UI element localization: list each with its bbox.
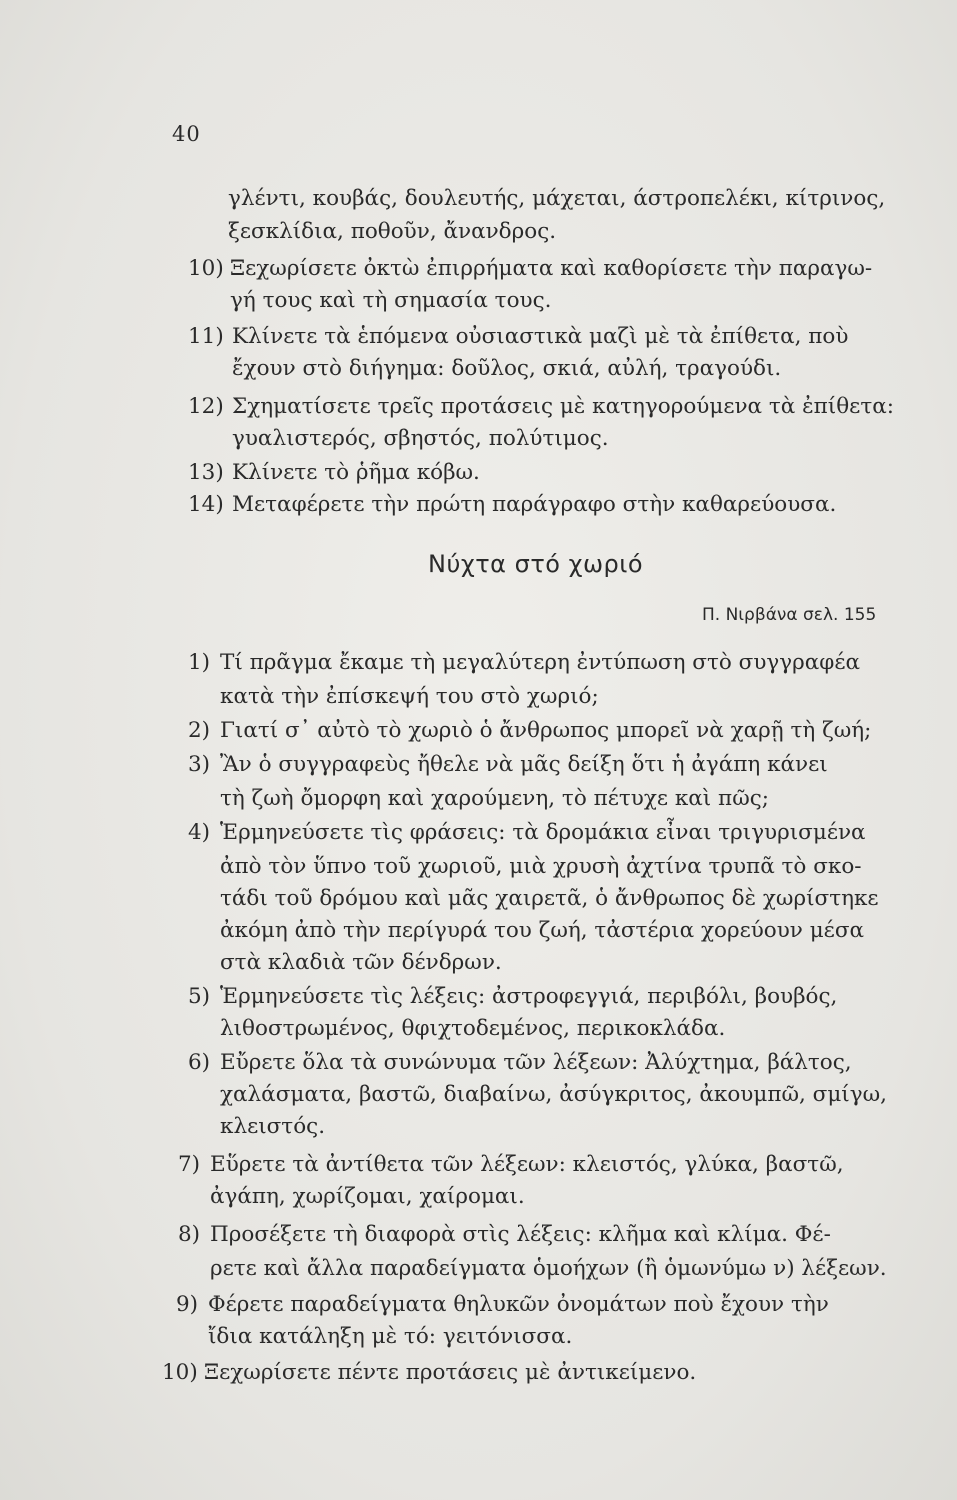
story-title: Νύχτα στό χωριό xyxy=(428,550,644,578)
item-number: 14) xyxy=(188,492,224,517)
text-line: Ξεχωρίσετε ὀκτὼ ἐπιρρήματα καὶ καθορίσετε τὴν παραγω- xyxy=(230,256,873,281)
text-line: ρετε καὶ ἄλλα παραδείγματα ὁμοήχων (ἢ ὁμωνύμω ν) λέξεων. xyxy=(210,1256,887,1281)
text-line: ἀκόμη ἀπὸ τὴν περίγυρά του ζωή, τἀστέρια χορεύουν μέσα xyxy=(220,918,865,943)
text-line: ἀγάπη, χωρίζομαι, χαίρομαι. xyxy=(210,1184,525,1209)
text-line: κλειστός. xyxy=(220,1114,326,1139)
text-line: Ξεχωρίσετε πέντε προτάσεις μὲ ἀντικείμενο. xyxy=(204,1360,697,1385)
text-line: τὴ ζωὴ ὄμορφη καὶ χαρούμενη, τὸ πέτυχε καὶ πῶς; xyxy=(220,786,770,811)
text-line: ἔχουν στὸ διήγημα: δοῦλος, σκιά, αὐλή, τραγούδι. xyxy=(232,356,782,381)
item-number: 11) xyxy=(188,324,224,349)
text-line: Κλίνετε τὰ ἑπόμενα οὐσιαστικὰ μαζὶ μὲ τὰ ἐπίθετα, ποὺ xyxy=(232,324,849,349)
text-line: Μεταφέρετε τὴν πρώτη παράγραφο στὴν καθαρεύουσα. xyxy=(232,492,837,517)
text-line: γή τους καὶ τὴ σημασία τους. xyxy=(230,288,552,313)
text-line: τάδι τοῦ δρόμου καὶ μᾶς χαιρετᾶ, ὁ ἄνθρωπος δὲ χωρίστηκε xyxy=(220,886,879,911)
text-line: χαλάσματα, βαστῶ, διαβαίνω, ἀσύγκριτος, ἀκουμπῶ, σμίγω, xyxy=(220,1082,887,1107)
text-line: ἀπὸ τὸν ὕπνο τοῦ χωριοῦ, μιὰ χρυσὴ ἀχτίνα τρυπᾶ τὸ σκο- xyxy=(220,854,862,879)
item-number: 13) xyxy=(188,460,224,485)
item-number: 10) xyxy=(162,1360,198,1385)
item-number: 2) xyxy=(188,718,211,743)
story-author: Π. Νιρβάνα σελ. 155 xyxy=(702,605,877,625)
item-number: 9) xyxy=(176,1292,199,1317)
text-line: γλέντι, κουβάς, δουλευτής, μάχεται, άστροπελέκι, κίτρινος, xyxy=(228,186,886,211)
item-number: 4) xyxy=(188,820,211,845)
item-number: 8) xyxy=(178,1222,201,1247)
text-line: Σχηματίσετε τρεῖς προτάσεις μὲ κατηγορούμενα τὰ ἐπίθετα: xyxy=(232,394,894,419)
page-number: 40 xyxy=(172,122,201,146)
item-number: 5) xyxy=(188,984,211,1009)
text-line: Προσέξετε τὴ διαφορὰ στὶς λέξεις: κλῆμα καὶ κλίμα. Φέ- xyxy=(210,1222,831,1247)
text-line: ἴδια κατάληξη μὲ τό: γειτόνισσα. xyxy=(208,1324,573,1349)
text-line: Φέρετε παραδείγματα θηλυκῶν ὀνομάτων ποὺ ἔχουν τὴν xyxy=(208,1292,829,1317)
text-line: Ἑρμηνεύσετε τὶς φράσεις: τὰ δρομάκια εἶναι τριγυρισμένα xyxy=(220,820,866,845)
text-line: στὰ κλαδιὰ τῶν δένδρων. xyxy=(220,950,502,975)
item-number: 1) xyxy=(188,650,211,675)
item-number: 10) xyxy=(188,256,224,281)
item-number: 3) xyxy=(188,752,211,777)
text-line: ξεσκλίδια, ποθοῦν, ἄνανδρος. xyxy=(228,219,557,244)
text-line: κατὰ τὴν ἐπίσκεψή του στὸ χωριό; xyxy=(220,684,599,709)
item-number: 12) xyxy=(188,394,224,419)
item-number: 6) xyxy=(188,1050,211,1075)
text-line: Εὕρετε τὰ ἀντίθετα τῶν λέξεων: κλειστός, γλύκα, βαστῶ, xyxy=(210,1152,844,1177)
text-line: Κλίνετε τὸ ῥῆμα κόβω. xyxy=(232,460,480,485)
text-line: Ἂν ὁ συγγραφεὺς ἤθελε νὰ μᾶς δείξη ὅτι ἡ ἀγάπη κάνει xyxy=(220,752,828,777)
text-line: Ἑρμηνεύσετε τὶς λέξεις: ἀστροφεγγιά, περιβόλι, βουβός, xyxy=(220,984,838,1009)
text-line: γυαλιστερός, σβηστός, πολύτιμος. xyxy=(232,426,609,451)
text-line: Γιατί σ᾽ αὐτὸ τὸ χωριὸ ὁ ἄνθρωπος μπορεῖ νὰ χαρῇ τὴ ζωή; xyxy=(220,718,872,743)
text-line: λιθοστρωμένος, θφιχτοδεμένος, περικοκλάδα. xyxy=(220,1016,726,1041)
text-line: Τί πρᾶγμα ἔκαμε τὴ μεγαλύτερη ἐντύπωση στὸ συγγραφέα xyxy=(220,650,860,675)
item-number: 7) xyxy=(178,1152,201,1177)
text-line: Εὔρετε ὅλα τὰ συνώνυμα τῶν λέξεων: Ἀλύχτημα, βάλτος, xyxy=(220,1050,852,1075)
